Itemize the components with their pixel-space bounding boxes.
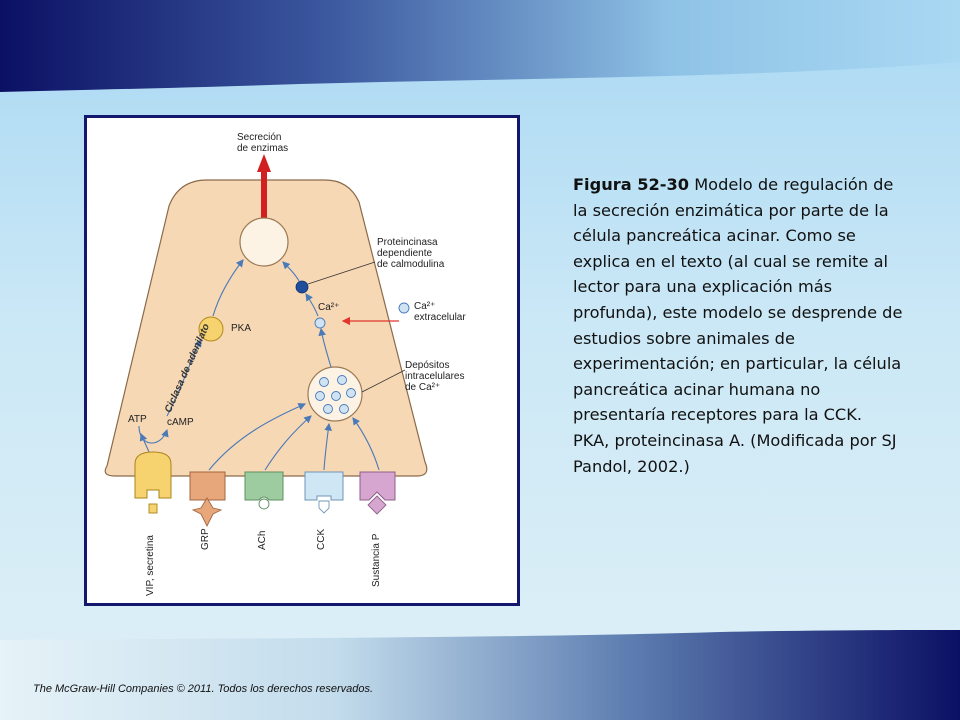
- receptor-ach: [245, 472, 283, 509]
- label-pka: PKA: [231, 323, 252, 334]
- extracellular-ca-dot: [399, 303, 409, 313]
- figure-frame: [84, 115, 520, 606]
- figure-caption: [573, 172, 903, 479]
- secretion-arrowhead: [257, 154, 271, 172]
- top-banner: [0, 0, 960, 110]
- receptor-label-cck: CCK: [316, 528, 327, 550]
- receptor-label-ach: ACh: [257, 530, 268, 550]
- receptor-cck: [305, 472, 343, 513]
- zymogen-granule: [240, 218, 288, 266]
- receptor-label-grp: GRP: [200, 528, 211, 550]
- copyright-footer: The McGraw-Hill Companies © 2011. Todos los derechos reservados.: [33, 683, 374, 695]
- caption-text: Modelo de regulación de la secreción enzimática por parte de la célula pancreática acinar. Como se explica en el texto (al cual se remite al lector para una explicación más profunda), este modelo se desprende de estudios sobre animales de experimentación; en particular, la célula pancreática acinar humana no presentaría receptores para la CCK. PKA, proteincinasa A. (Modificada por SJ Pandol, 2002.): [573, 175, 903, 476]
- receptor-substance-p: [360, 472, 395, 514]
- label-extracellular-ca: Ca²⁺ extracelular: [414, 301, 466, 323]
- label-calmodulin-kinase: Proteincinasa dependiente de calmodulina: [377, 237, 445, 270]
- label-atp: ATP: [128, 414, 147, 425]
- figure-number: Figura 52-30: [573, 175, 690, 194]
- label-cytosolic-ca: Ca²⁺: [318, 302, 340, 313]
- label-camp: cAMP: [167, 417, 194, 428]
- calmodulin-kinase-dot: [296, 281, 308, 293]
- receptor-vip-secretin: [135, 452, 171, 513]
- label-adenylate-cyclase: Ciclasa de adenilato: [163, 322, 213, 415]
- cytosolic-ca-dot: [315, 318, 325, 328]
- label-ca-stores: Depósitos intracelulares de Ca²⁺: [405, 360, 465, 393]
- label-secretion: Secreción de enzimas: [237, 132, 289, 154]
- bottom-banner: [0, 630, 960, 720]
- receptor-label-substance-p: Sustancia P: [371, 533, 382, 587]
- secretion-arrow: [261, 168, 267, 220]
- receptor-grp: [190, 472, 225, 526]
- receptor-label-vip: VIP, secretina: [145, 535, 156, 596]
